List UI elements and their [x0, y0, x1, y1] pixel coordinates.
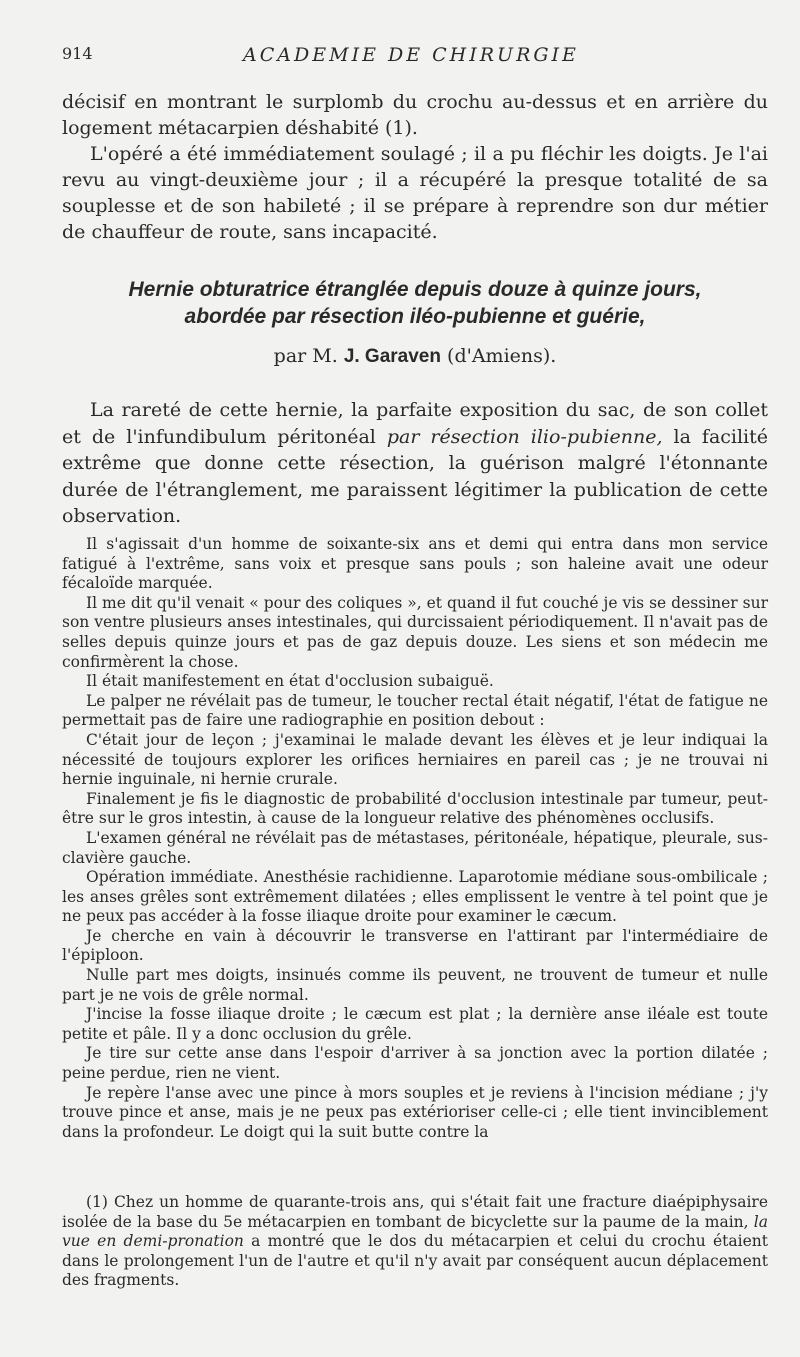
paragraph: Le palper ne révélait pas de tumeur, le toucher rectal était négatif, l'état de fatigue ne permettait pas de faire une radiographie en position debout :	[62, 691, 768, 730]
author-place: (d'Amiens).	[447, 345, 557, 367]
paragraph: J'incise la fosse iliaque droite ; le cæcum est plat ; la dernière anse iléale est toute petite et pâle. Il y a donc occlusion du grêle.	[62, 1005, 768, 1043]
title-line: abordée par résection iléo-pubienne et guérie,	[184, 305, 646, 328]
footnote-part: a montré que le dos du métacarpien et celui du crochu étaient dans le prolongement l'un de l'autre et qu'il n'y avait par conséquent aucun déplacement des fragments.	[62, 1232, 768, 1290]
paragraph: Finalement je fis le diagnostic de probabilité d'occlusion intestinale par tumeur, peut-être sur le gros intestin, à cause de la longueur relative des phénomènes occlusifs.	[62, 789, 768, 828]
footnote-emphasis: la vue en demi-pronation	[62, 1212, 768, 1251]
paragraph: L'opéré a été immédiatement soulagé ; il a pu fléchir les doigts. Je l'ai revu au vingt-deuxième jour ; il a récupéré la presque totalité de sa souplesse et de son habileté ; il se prépare à reprendre son dur métier de chauffeur de route, sans incapacité.	[62, 143, 768, 243]
page-header	[62, 44, 760, 74]
title-line: Hernie obturatrice étranglée depuis douze à quinze jours,	[128, 278, 702, 301]
byline-prefix: par M.	[273, 345, 338, 367]
intro-text: la facilité extrême que donne cette résection, la guérison malgré l'étonnante durée de l'étranglement, me paraissent légitimer la publication de cette observation.	[62, 425, 769, 527]
paragraph: décisif en montrant le surplomb du crochu au-dessus et en arrière du logement métacarpien déshabité (1).	[62, 91, 768, 139]
case-report	[62, 535, 768, 1142]
paragraph: Il était manifestement en état d'occlusion subaiguë.	[86, 672, 494, 691]
introduction	[62, 397, 768, 530]
footnote	[62, 1193, 768, 1291]
paragraph: Il me dit qu'il venait « pour des coliques », et quand il fut couché je vis se dessiner sur son ventre plusieurs anses intestinales, qui durcissaient périodiquement. Il n'avait pas de selles depuis quinze jours et pas de gaz depuis douze. Les siens et son médecin me confirmèrent la chose.	[62, 593, 768, 671]
page-number: 914	[62, 44, 93, 63]
running-title: ACADEMIE DE CHIRURGIE	[243, 44, 579, 66]
footnote-text	[62, 1193, 768, 1291]
paragraph: Il s'agissait d'un homme de soixante-six ans et demi qui entra dans mon service fatigué à l'extrême, sans voix et presque sans pouls ; son haleine avait une odeur fécaloïde marquée.	[62, 535, 768, 593]
byline	[62, 345, 768, 368]
paragraph: Je cherche en vain à découvrir le transverse en l'attirant par l'intermédiaire de l'épiploon.	[62, 926, 768, 965]
paragraph	[62, 397, 768, 530]
paragraph: Nulle part mes doigts, insinués comme ils peuvent, ne trouvent de tumeur et nulle part je ne vois de grêle normal.	[62, 966, 768, 1004]
author-name: J. Garaven	[343, 346, 441, 367]
footnote-part: (1) Chez un homme de quarante-trois ans, qui s'était fait une fracture diaépiphysaire isolée de la base du 5e métacarpien en tombant de bicyclette sur la paume de la main,	[62, 1193, 768, 1231]
paragraph: Opération immédiate. Anesthésie rachidienne. Laparotomie médiane sous-ombilicale ; les anses grêles sont extrêmement dilatées ; elles emplissent le ventre à tel point que je ne peux pas accéder à la fosse iliaque droite pour examiner le cæcum.	[62, 868, 768, 926]
paragraph: Je tire sur cette anse dans l'espoir d'arriver à sa jonction avec la portion dilatée ; peine perdue, rien ne vient.	[62, 1044, 768, 1083]
paragraph: L'examen général ne révélait pas de métastases, péritonéale, hépatique, pleurale, sus-clavière gauche.	[62, 828, 768, 867]
paragraph: Je repère l'anse avec une pince à mors souples et je reviens à l'incision médiane ; j'y trouve pince et anse, mais je ne peux pas extérioriser celle-ci ; elle tient invinciblement dans la profondeur. Le doigt qui la suit butte contre la	[62, 1083, 768, 1141]
continuation-text	[62, 89, 768, 245]
paragraph: C'était jour de leçon ; j'examinai le malade devant les élèves et je leur indiquai la nécessité de toujours explorer les orifices herniaires en pareil cas ; je ne trouvai ni hernie inguinale, ni hernie crurale.	[62, 730, 768, 789]
article-title	[62, 276, 768, 330]
intro-text: La rareté de cette hernie, la parfaite exposition du sac, de son collet et de l'infundibulum péritonéal	[62, 399, 768, 448]
intro-emphasis: par résection ilio-pubienne,	[386, 425, 663, 448]
